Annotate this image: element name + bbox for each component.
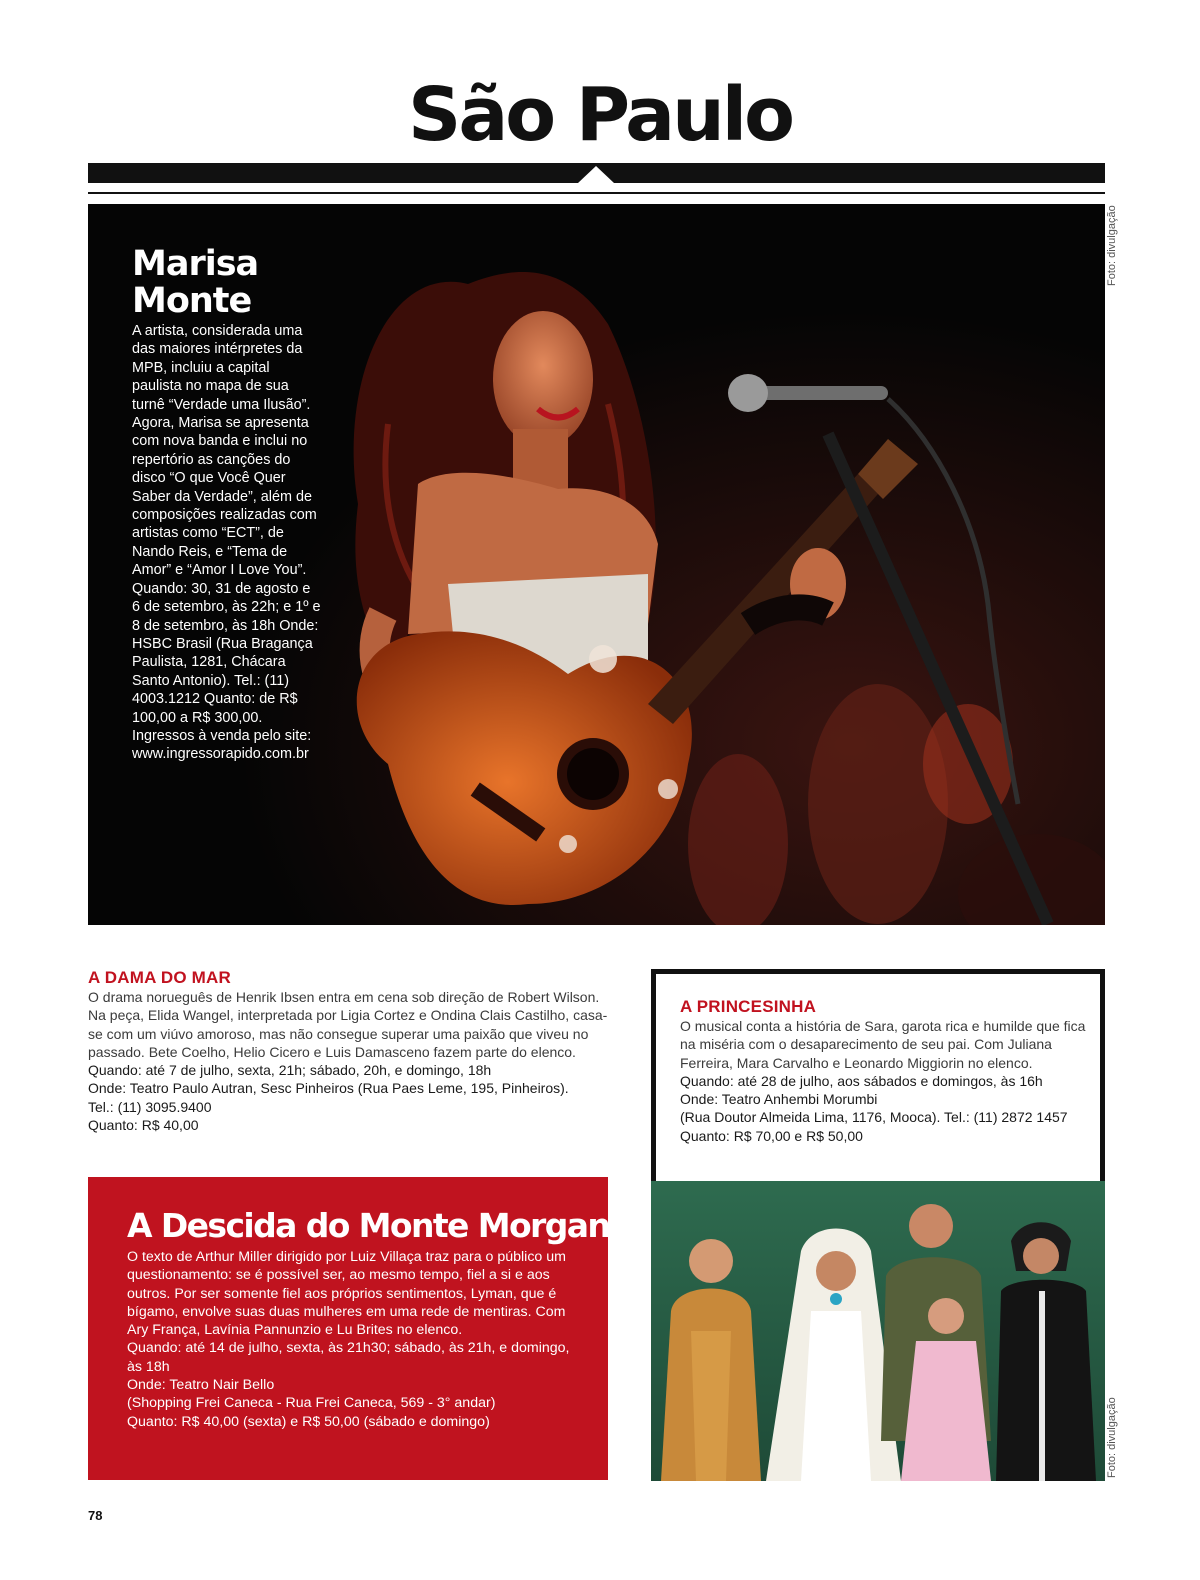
article-body: O drama norueguês de Henrik Ibsen entra em cena sob direção de Robert Wilson. Na peça, Elida Wangel, interpretada por Ligia Cortez e Ondina Clais Castilho, casa-se com um viúvo amoroso, mas não consegue superar uma paixão que viveu no passado. Bete Coelho, Helio Cicero e Luis Damasceno fazem parte do elenco. [88, 989, 608, 1060]
hero-body [132, 322, 322, 764]
article-title: A DAMA DO MAR [88, 968, 231, 987]
hero-artist-name: Marisa Monte [132, 244, 259, 321]
article-address: (Rua Doutor Almeida Lima, 1176, Mooca). Tel.: (11) 2872 1457 [680, 1109, 1068, 1126]
header-thin-rule [88, 192, 1105, 194]
hero-caption [132, 246, 332, 764]
hero-where: Onde: HSBC Brasil (Rua Bragança Paulista, 1281, Chácara Santo Antonio). [132, 617, 319, 689]
photo-credit: Foto: divulgação [1106, 205, 1118, 286]
article-princesinha [680, 997, 1090, 1145]
article-dama-do-mar [88, 968, 613, 1134]
cast-photo [651, 1181, 1105, 1481]
hero-tel: Tel.: (11) 4003.1212 [132, 672, 290, 708]
article-body: O musical conta a história de Sara, garota rica e humilde que fica na miséria com o desaparecimento de seu pai. Com Juliana Ferreira, Mara Carvalho e Leonardo Miggiorin no elenco. [680, 1018, 1086, 1071]
article-price: Quanto: R$ 40,00 (sexta) e R$ 50,00 (sábado e domingo) [127, 1413, 490, 1430]
article-title: A PRINCESINHA [680, 997, 817, 1016]
article-title: A Descida do Monte Morgan [127, 1206, 610, 1245]
article-body: O texto de Arthur Miller dirigido por Luiz Villaça traz para o público um questionamento: se é possível ser, ao mesmo tempo, fiel a si e aos outros. Por ser somente fiel aos próprios sentimentos, Lyman, que é bígamo, envolve suas duas mulheres em uma rede de mentiras. Com Ary França, Lavínia Pannunzio e Lu Brites no elenco. [127, 1249, 566, 1339]
article-where: Onde: Teatro Paulo Autran, Sesc Pinheiros (Rua Paes Leme, 195, Pinheiros). [88, 1080, 569, 1097]
photo-credit-cast: Foto: divulgação [1106, 1397, 1118, 1478]
hero-price: Quanto: de R$ 100,00 a R$ 300,00. Ingressos à venda pelo site: www.ingressorapido.com.br [132, 691, 312, 763]
cast-illustration [651, 1181, 1105, 1481]
article-price: Quanto: R$ 70,00 e R$ 50,00 [680, 1127, 863, 1144]
article-where: Onde: Teatro Anhembi Morumbi [680, 1091, 878, 1108]
hero-when: Quando: 30, 31 de agosto e 6 de setembro, às 22h; e 1º e 8 de setembro, às 18h [132, 580, 321, 634]
article-tel: Tel.: (11) 3095.9400 [88, 1098, 212, 1115]
header-notch [576, 163, 616, 183]
article-where: Onde: Teatro Nair Bello [127, 1377, 275, 1394]
article-monte-morgan [127, 1248, 582, 1431]
page-number: 78 [88, 1508, 103, 1523]
article-when: Quando: até 14 de julho, sexta, às 21h30; sábado, às 21h, e domingo, às 18h [127, 1340, 570, 1375]
page-title: São Paulo [408, 72, 792, 158]
article-price: Quanto: R$ 40,00 [88, 1117, 199, 1134]
article-address: (Shopping Frei Caneca - Rua Frei Caneca, 569 - 3° andar) [127, 1395, 496, 1412]
hero-description: A artista, considerada uma das maiores intérpretes da MPB, incluiu a capital paulista no mapa de sua turnê “Verdade uma Ilusão”. Agora, Marisa se apresenta com nova banda e inclui no repertório as canções do disco “O que Você Quer Saber da Verdade”, além de composições realizadas com artistas como “ECT”, de Nando Reis, e “Tema de Amor” e “Amor I Love You”. [132, 323, 317, 579]
hero-photo [88, 204, 1105, 925]
article-when: Quando: até 7 de julho, sexta, 21h; sábado, 20h, e domingo, 18h [88, 1062, 492, 1079]
article-when: Quando: até 28 de julho, aos sábados e domingos, às 16h [680, 1072, 1043, 1089]
